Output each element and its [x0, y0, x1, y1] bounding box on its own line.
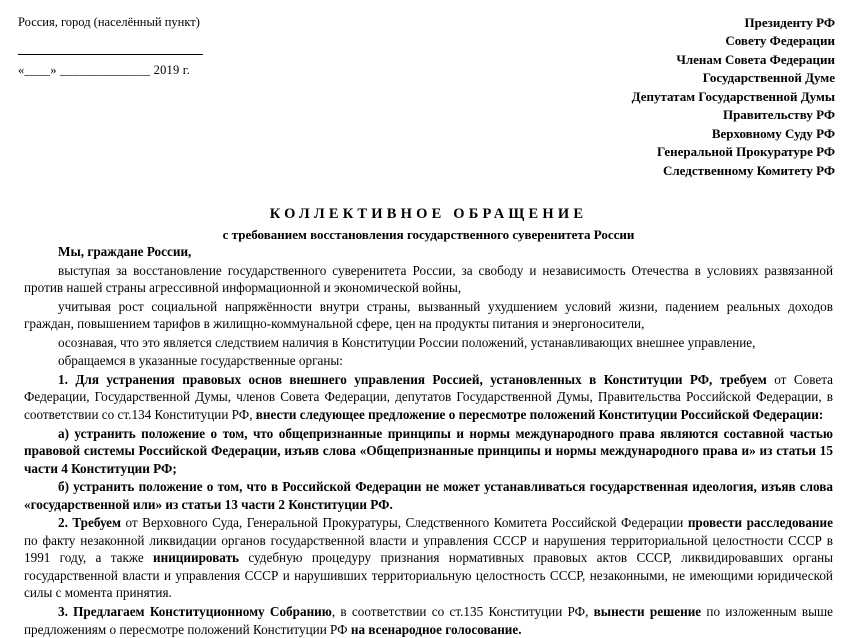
addressee-item: Государственной Думе — [702, 70, 835, 86]
addressee-item: Членам Совета Федерации — [676, 51, 835, 67]
demand-2-text-3: судебную процедуру признания нормативных правовых актов СССР, ликвидировавших органы государственной власти и управления СССР и нарушивших территориальную целостность СССР, незаконными, не имеющими юридической силы с момента принятия. — [24, 550, 834, 601]
demand-3-bold-3: на всенародное голосование. — [350, 621, 522, 637]
addressee-item: Депутатам Государственной Думы — [631, 88, 835, 104]
demand-item-2 — [24, 514, 833, 602]
demand-item-1b — [24, 478, 833, 513]
demand-2-text-1: от Верховного Суда, Генеральной Прокуратуры, Следственного Комитета Российской Федерации — [120, 515, 688, 531]
addressee-item: Президенту РФ — [744, 15, 835, 30]
demand-1a-text: а) устранить положение о том, что общепризнанные принципы и нормы международного права являются составной частью правовой системы Российской Федерации, изъяв слова «Общепризнанные принципы и нормы международного права и» из статьи 15 части 4 Конституции РФ; — [24, 425, 833, 476]
document-body — [0, 243, 857, 638]
page-subtitle: с требованием восстановления государственного суверенитета России — [222, 227, 635, 243]
demand-1-tail: внести следующее предложение о пересмотре положений Конституции Российской Федерации: — [255, 407, 824, 422]
addressee-item: Правительству РФ — [722, 107, 835, 123]
addressee-item: Совету Федерации — [725, 33, 835, 49]
addressee-item: Генеральной Прокуратуре РФ — [657, 144, 835, 160]
demand-item-1a — [24, 425, 833, 478]
demand-item-1 — [24, 371, 833, 424]
title-block — [0, 206, 857, 243]
paragraph-1: выступая за восстановление государственного суверенитета России, за свободу и независимость Отечества в условиях развязанной против нашей страны агрессивной информационной и экономической войны, — [24, 262, 833, 296]
paragraph-4: обращаемся в указанные государственные органы: — [58, 353, 343, 369]
page-title: КОЛЛЕКТИВНОЕ ОБРАЩЕНИЕ — [269, 206, 588, 223]
addressee-list — [632, 14, 839, 180]
demand-3-lead: 3. Предлагаем Конституционному Собранию — [58, 604, 332, 620]
demand-3-bold-2: вынести решение — [593, 604, 702, 620]
demand-2-lead: 2. Требуем — [58, 515, 121, 531]
demand-1-lead: 1. Для устранения правовых основ внешнего управления Россией, установленных в Конституции РФ, требуем — [58, 371, 767, 387]
addressee-item: Следственному Комитету РФ — [662, 162, 835, 178]
paragraph-2: учитывая рост социальной напряжённости внутри страны, вызванный ухудшением условий жизни, падением реальных доходов граждан, повышением тарифов в жилищно-коммунальной сфере, цен на продукты питания и энергоносители, — [24, 298, 833, 332]
addressee-item: Верховному Суду РФ — [711, 125, 835, 141]
date-line: «____» ______________ 2019 г. — [18, 62, 191, 77]
signature-rule — [18, 53, 203, 55]
demand-3-text-1: , в соответствии со ст.135 Конституции РФ, — [331, 604, 594, 620]
document-header — [0, 0, 857, 180]
demand-item-3 — [24, 603, 833, 638]
demand-3-text-2: по изложенным выше предложениям о пересмотре положений Конституции РФ — [24, 604, 833, 637]
demand-2-bold-2: провести расследование — [687, 515, 833, 531]
paragraph-3: осознавая, что это является следствием наличия в Конституции России положений, устанавливающих внешнее управление, — [58, 334, 756, 350]
salutation: Мы, граждане России, — [58, 244, 192, 260]
demand-2-text-2: по факту незаконной ликвидации органов государственной власти и управления СССР и нарушения территориальной целостности СССР в 1991 году, а также — [24, 532, 833, 566]
demand-1b-text: б) устранить положение о том, что в Российской Федерации не может устанавливаться государственная идеология, изъяв слова «государственной или» из статьи 13 части 2 Конституции РФ. — [24, 479, 833, 512]
place-line: Россия, город (населённый пункт) — [18, 15, 200, 29]
demand-2-bold-3: инициировать — [153, 550, 240, 566]
header-left-block — [18, 14, 318, 79]
demand-1-text: от Совета Федерации, Государственной Думы, членов Совета Федерации, депутатов Государственной Думы, Правительства Российской Федерации, в соответствии со ст.134 Конституции РФ, — [24, 371, 833, 422]
